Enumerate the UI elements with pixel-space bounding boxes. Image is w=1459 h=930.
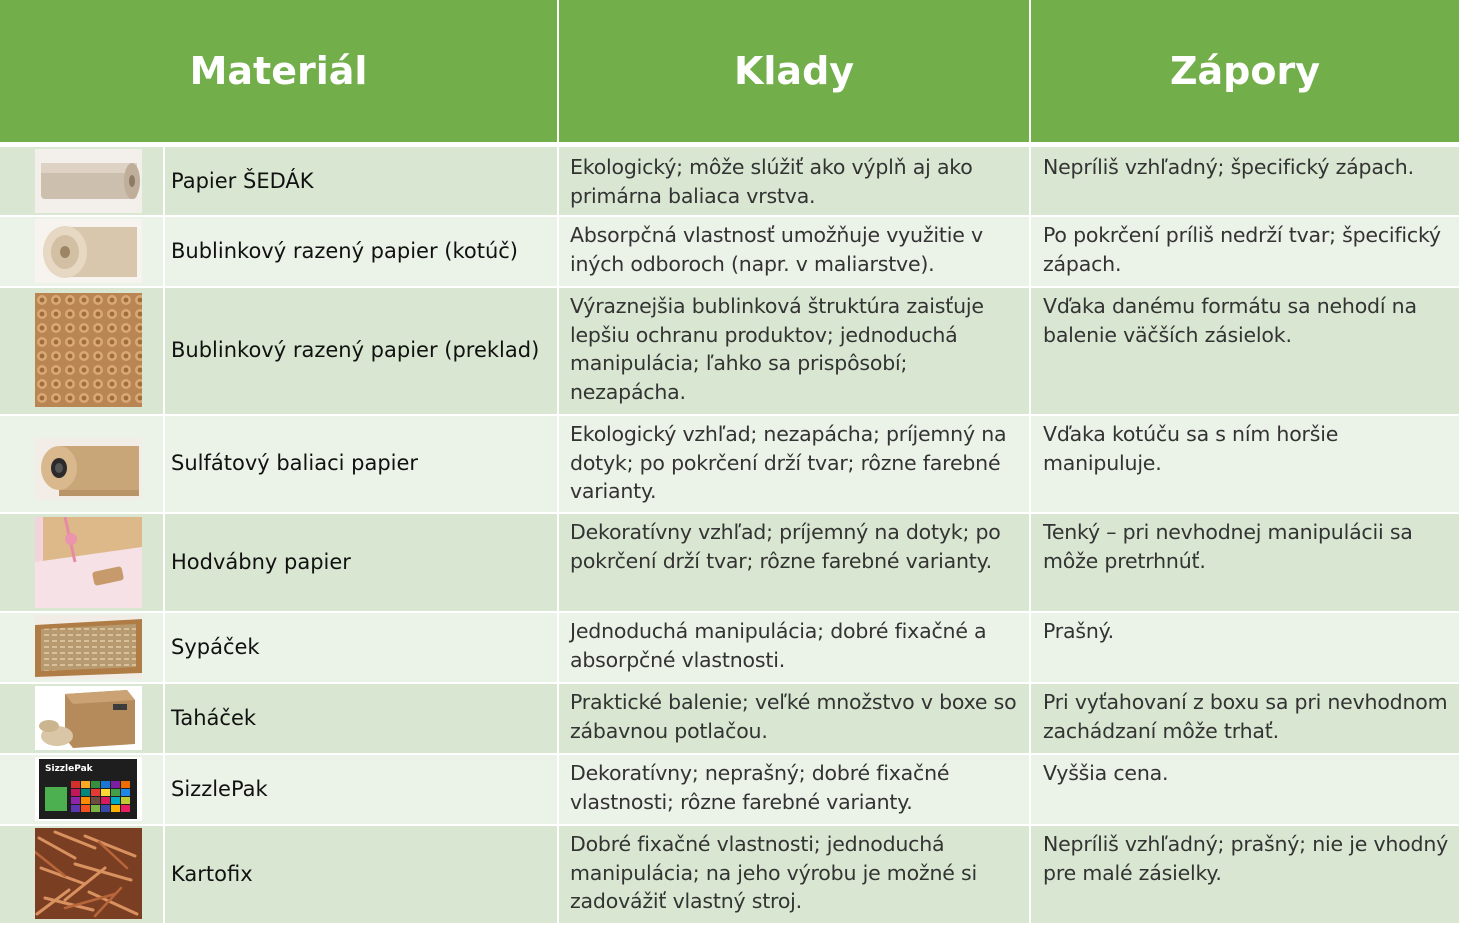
pros-cell xyxy=(559,147,1029,215)
material-name: Bublinkový razený papier (kotúč) xyxy=(171,238,519,263)
table-row xyxy=(0,512,1459,611)
pros-cell xyxy=(559,753,1029,824)
cons-text: Vďaka kotúču sa s ním horšie manipuluje. xyxy=(1043,422,1339,475)
material-name: Taháček xyxy=(171,705,257,730)
material-name-cell xyxy=(165,753,557,824)
material-name: Sypáček xyxy=(171,634,260,659)
cons-text: Prašný. xyxy=(1043,619,1114,643)
material-name-cell xyxy=(165,611,557,682)
cons-cell xyxy=(1031,611,1459,682)
shredded-cardboard-photo xyxy=(35,828,142,919)
embossed-paper-roll-photo xyxy=(35,219,142,283)
cons-text: Nepríliš vzhľadný; špecifický zápach. xyxy=(1043,155,1414,179)
pros-cell xyxy=(559,682,1029,753)
material-name-cell xyxy=(165,682,557,753)
paper-fill-box-photo xyxy=(35,615,142,679)
cons-text: Vďaka danému formátu sa nehodí na balenie väčších zásielok. xyxy=(1043,294,1417,347)
material-image-cell xyxy=(0,824,163,923)
cons-cell xyxy=(1031,147,1459,215)
table-body xyxy=(0,147,1459,923)
header-klady: Klady xyxy=(559,0,1029,142)
material-image-cell xyxy=(0,611,163,682)
cons-text: Nepríliš vzhľadný; prašný; nie je vhodný pre malé zásielky. xyxy=(1043,832,1449,885)
pros-text: Ekologický vzhľad; nezapácha; príjemný na dotyk; po pokrčení drží tvar; rôzne farebné varianty. xyxy=(570,422,1007,503)
material-name-cell xyxy=(165,215,557,286)
cons-cell xyxy=(1031,753,1459,824)
pros-text: Jednoduchá manipulácia; dobré fixačné a absorpčné vlastnosti. xyxy=(570,619,987,672)
cons-cell xyxy=(1031,286,1459,414)
sizzlepak-box-photo xyxy=(35,757,142,821)
cons-cell xyxy=(1031,414,1459,512)
cons-cell xyxy=(1031,215,1459,286)
material-name: SizzlePak xyxy=(171,776,268,801)
pros-cell xyxy=(559,611,1029,682)
cons-text: Po pokrčení príliš nedrží tvar; špecifický zápach. xyxy=(1043,223,1441,276)
table-row xyxy=(0,682,1459,753)
material-image-cell xyxy=(0,286,163,414)
pros-text: Absorpčná vlastnosť umožňuje využitie v iných odboroch (napr. v maliarstve). xyxy=(570,223,983,276)
table-row xyxy=(0,753,1459,824)
kraft-paper-roll-photo xyxy=(35,438,142,500)
pros-text: Dekoratívny vzhľad; príjemný na dotyk; po pokrčení drží tvar; rôzne farebné varianty. xyxy=(570,520,1001,573)
honeycomb-paper-photo xyxy=(35,293,142,407)
material-name-cell xyxy=(165,512,557,611)
pros-text: Ekologický; môže slúžiť ako výplň aj ako primárna baliaca vrstva. xyxy=(570,155,973,208)
sizzlepak-logo-text: SizzlePak xyxy=(45,764,93,774)
material-image-cell xyxy=(0,215,163,286)
material-image-cell xyxy=(0,753,163,824)
cons-text: Tenký – pri nevhodnej manipulácii sa môže pretrhnúť. xyxy=(1043,520,1413,573)
material-name: Bublinkový razený papier (preklad) xyxy=(171,338,540,362)
table-row xyxy=(0,611,1459,682)
table-row xyxy=(0,147,1459,215)
paper-dispenser-box-photo xyxy=(35,686,142,750)
material-image-cell xyxy=(0,147,163,215)
pros-cell xyxy=(559,512,1029,611)
pros-cell xyxy=(559,286,1029,414)
material-name-cell xyxy=(165,286,557,414)
table-row xyxy=(0,286,1459,414)
cons-text: Pri vyťahovaní z boxu sa pri nevhodnom zachádzaní môže trhať. xyxy=(1043,690,1448,743)
table-row xyxy=(0,414,1459,512)
gray-paper-roll-photo xyxy=(35,149,142,213)
header-zapory: Zápory xyxy=(1031,0,1459,142)
pros-text: Praktické balenie; veľké množstvo v boxe so zábavnou potlačou. xyxy=(570,690,1017,743)
material-name: Hodvábny papier xyxy=(171,549,351,574)
cons-text: Vyššia cena. xyxy=(1043,761,1169,785)
header-material: Materiál xyxy=(0,0,557,142)
cons-cell xyxy=(1031,824,1459,923)
material-name: Papier ŠEDÁK xyxy=(171,169,314,193)
material-name-cell xyxy=(165,414,557,512)
cons-cell xyxy=(1031,512,1459,611)
material-name: Kartofix xyxy=(171,861,253,886)
material-image-cell xyxy=(0,682,163,753)
material-image-cell xyxy=(0,414,163,512)
cons-cell xyxy=(1031,682,1459,753)
table-row xyxy=(0,215,1459,286)
table-row xyxy=(0,824,1459,923)
pros-text: Výraznejšia bublinková štruktúra zaisťuje lepšiu ochranu produktov; jednoduchá manipulácia; ľahko sa prispôsobí; nezapácha. xyxy=(570,294,984,404)
pros-text: Dekoratívny; neprašný; dobré fixačné vlastnosti; rôzne farebné varianty. xyxy=(570,761,950,814)
pros-cell xyxy=(559,414,1029,512)
pros-text: Dobré fixačné vlastnosti; jednoduchá manipulácia; na jeho výrobu je možné si zadovážiť vlastný stroj. xyxy=(570,832,977,913)
material-name-cell xyxy=(165,147,557,215)
pros-cell xyxy=(559,824,1029,923)
material-name-cell xyxy=(165,824,557,923)
material-name: Sulfátový baliaci papier xyxy=(171,451,419,475)
pros-cell xyxy=(559,215,1029,286)
material-image-cell xyxy=(0,512,163,611)
tissue-paper-gift-photo xyxy=(35,517,142,608)
